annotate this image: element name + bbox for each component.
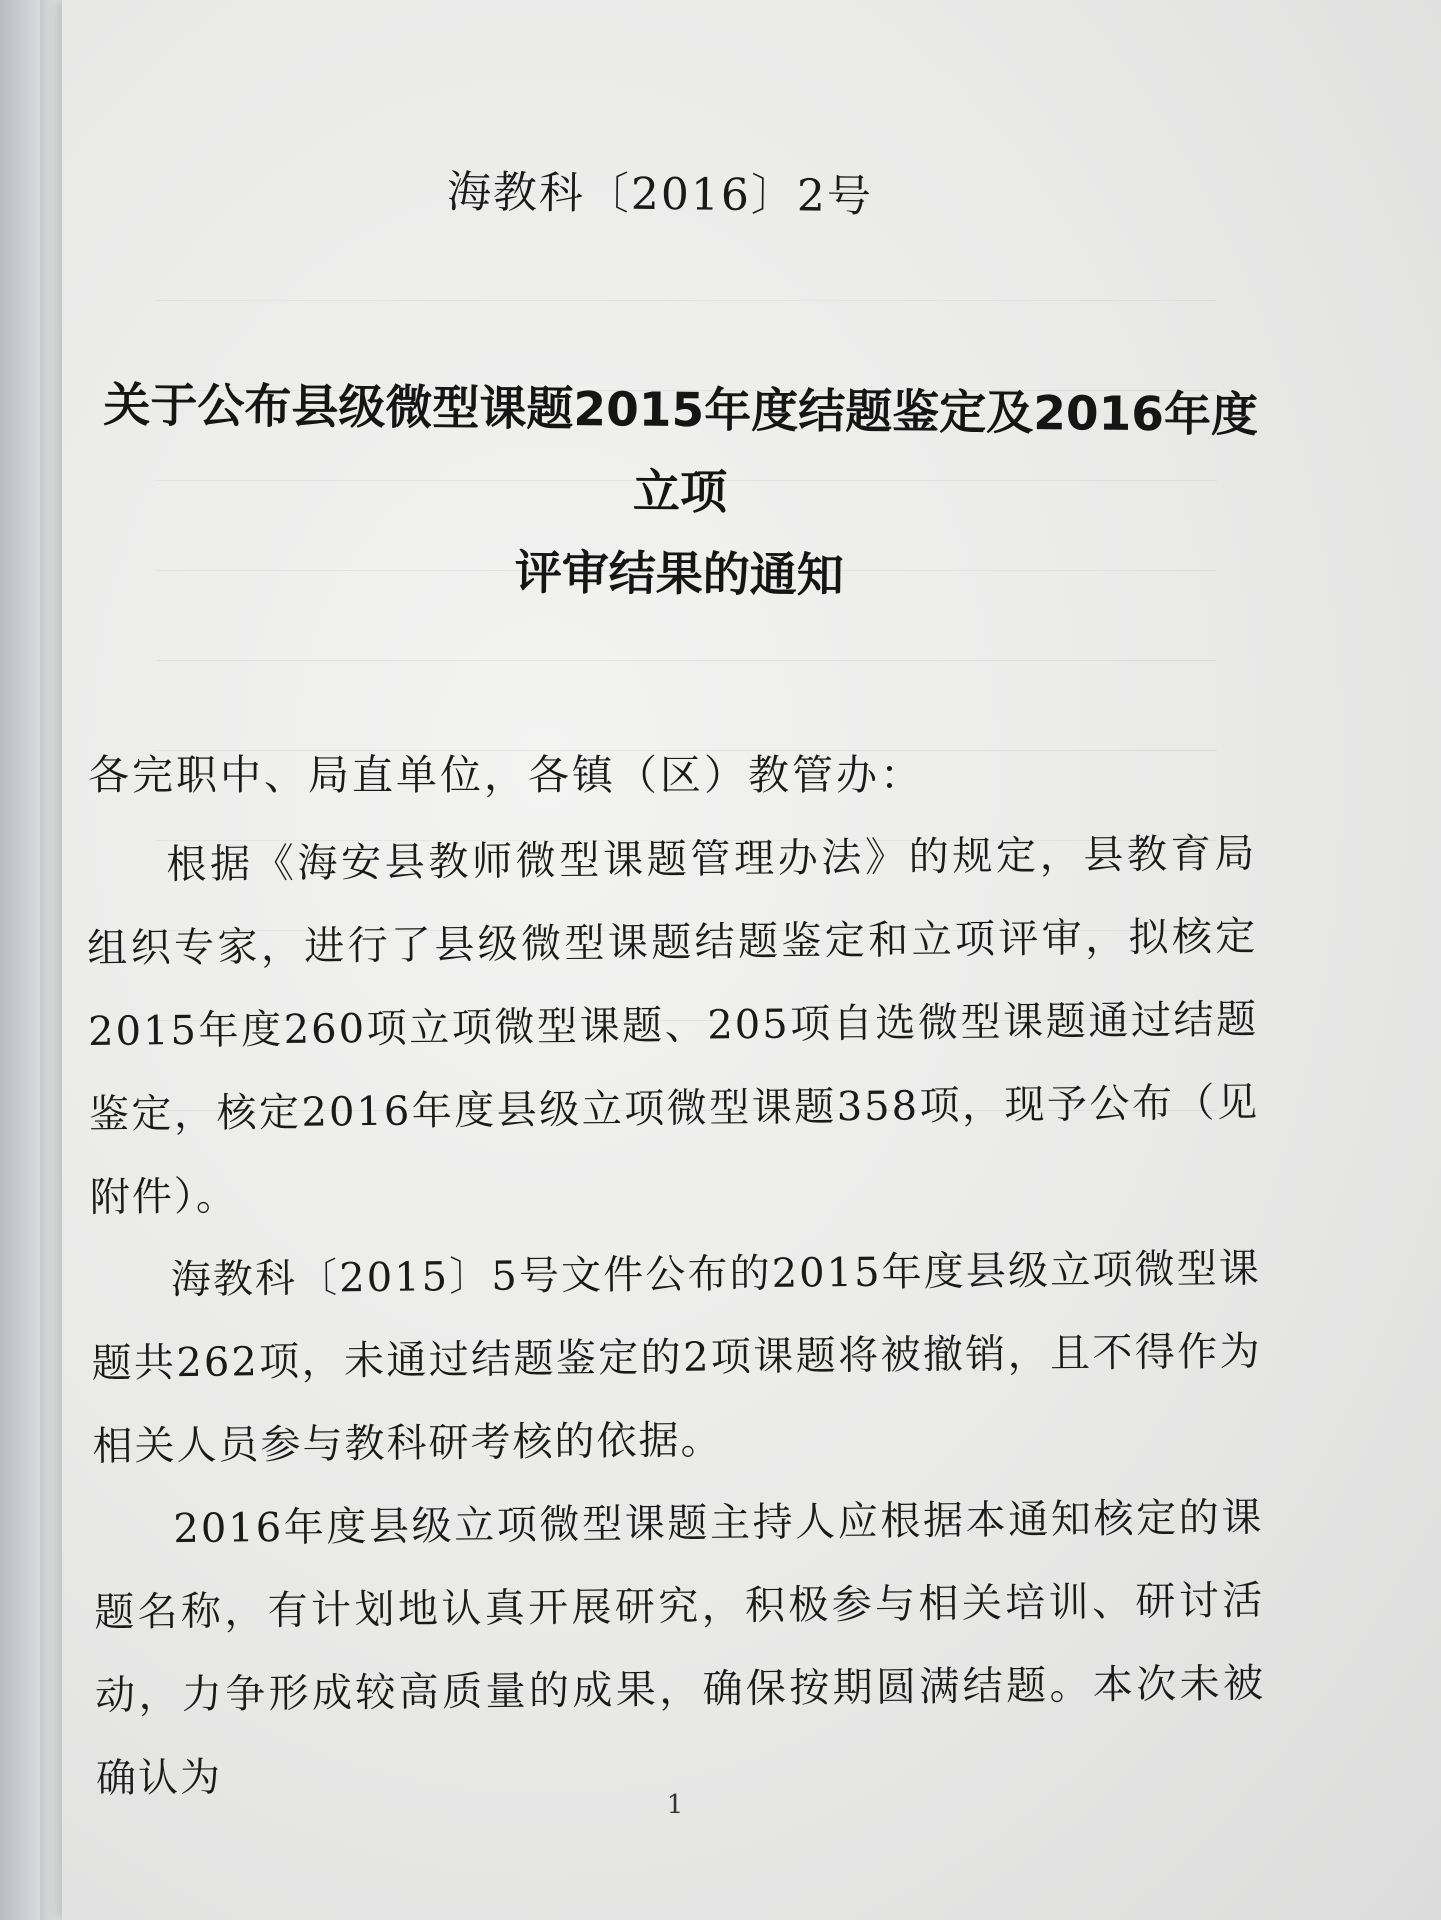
body-text bbox=[86, 813, 1266, 1821]
page-stack-edge bbox=[40, 0, 62, 1920]
paragraph: 根据《海安县教师微型课题管理办法》的规定，县教育局组织专家，进行了县级微型课题结题鉴定和立项评审，拟核定2015年度260项立项微型课题、205项自选微型课题通过结题鉴定，核定2016年度县级立项微型课题358项，现予公布（见附件）。 bbox=[87, 830, 1260, 1221]
paragraph: 海教科〔2015〕5号文件公布的2015年度县级立项微型课题共262项，未通过结题鉴定的2项课题将被撤销，且不得作为相关人员参与教科研考核的依据。 bbox=[91, 1245, 1262, 1470]
title-line-1: 关于公布县级微型课题2015年度结题鉴定及2016年度立项 bbox=[103, 377, 1259, 521]
document-number: 海教科〔2016〕2号 bbox=[446, 166, 874, 223]
paragraph: 2016年度县级立项微型课题主持人应根据本通知核定的课题名称，有计划地认真开展研究，积极参与相关培训、研讨活动，力争形成较高质量的成果，确保按期圆满结题。本次未被确认为 bbox=[94, 1494, 1266, 1802]
document-title bbox=[79, 365, 1281, 621]
title-line-2: 评审结果的通知 bbox=[514, 545, 845, 604]
page-number: 1 bbox=[666, 1790, 684, 1820]
salutation: 各完职中、局直单位，各镇（区）教管办： bbox=[88, 751, 924, 799]
